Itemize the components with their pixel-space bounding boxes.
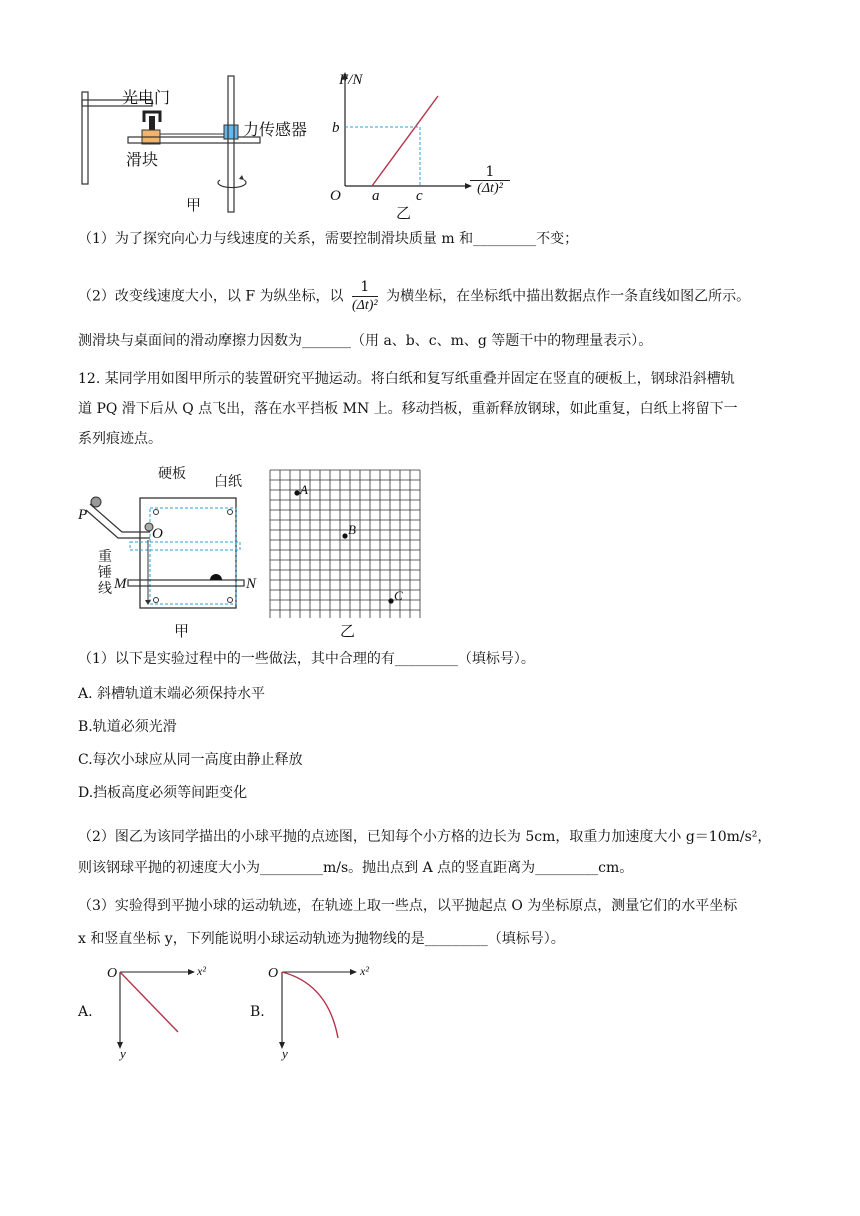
q12-option-D: D.挡板高度必须等间距变化 bbox=[78, 785, 248, 801]
q12-option-C: C.每次小球应从同一高度由静止释放 bbox=[78, 752, 303, 768]
q11-frac-den: (Δt)² bbox=[351, 298, 378, 313]
q11-fraction bbox=[352, 278, 378, 315]
q12-point-C: C bbox=[394, 588, 403, 603]
q12-label-zhong: 重 bbox=[98, 549, 112, 565]
q12-label-xian: 线 bbox=[98, 581, 112, 597]
graph-origin-label: O bbox=[330, 188, 341, 204]
q11-part1: （1）为了探究向心力与线速度的关系，需要控制滑块质量 m 和_________不变； bbox=[78, 231, 579, 247]
q12-stem-line1: 12. 某同学用如图甲所示的装置研究平抛运动。将白纸和复写纸重叠并固定在竖直的硬板上，钢球沿斜槽轨 bbox=[78, 371, 735, 387]
caption-yi: 乙 bbox=[396, 204, 412, 222]
choice-A-origin: O bbox=[107, 966, 118, 981]
q11-part2-lead: （2）改变线速度大小，以 F 为纵坐标，以 bbox=[78, 288, 344, 305]
graph-F-axis-label: F/N bbox=[339, 72, 363, 88]
q12-option-B: B.轨道必须光滑 bbox=[78, 719, 177, 735]
label-photogate: 光电门 bbox=[122, 88, 171, 107]
choice-B-y: y bbox=[282, 1046, 288, 1061]
q12-stem-line3: 系列痕迹点。 bbox=[78, 431, 162, 447]
choice-B-label: B. bbox=[250, 1004, 265, 1020]
q12-point-A: A bbox=[300, 482, 308, 497]
choice-A-label: A. bbox=[78, 1004, 93, 1020]
q11-part3: 测滑块与桌面间的滑动摩擦力因数为_______（用 a、b、c、m、g 等题干中的物理量表示）。 bbox=[78, 333, 653, 349]
figure-jia-apparatus bbox=[78, 72, 328, 222]
q12-point-B: B bbox=[348, 522, 356, 537]
graph-a-label: a bbox=[372, 188, 380, 204]
q12-part2-line1: （2）图乙为该同学描出的小球平抛的点迹图，已知每个小方格的边长为 5cm，取重力加速度大小 g＝10m/s²， bbox=[78, 829, 772, 845]
q12-label-chui: 锤 bbox=[98, 565, 112, 581]
q11-part2-tail: 为横坐标，在坐标纸中描出数据点作一条直线如图乙所示。 bbox=[386, 288, 751, 305]
choice-A-y: y bbox=[120, 1046, 126, 1061]
q12-part1: （1）以下是实验过程中的一些做法，其中合理的有_________（填标号）。 bbox=[78, 651, 535, 667]
q12-label-M: M bbox=[114, 576, 127, 592]
graph-c-label: c bbox=[416, 188, 423, 204]
graph-x-numerator: 1 bbox=[485, 164, 495, 180]
q12-label-whitepaper: 白纸 bbox=[214, 474, 242, 490]
q12-label-hardboard: 硬板 bbox=[158, 466, 186, 482]
label-slider: 滑块 bbox=[126, 150, 159, 169]
q12-option-A: A. 斜槽轨道末端必须保持水平 bbox=[78, 686, 266, 702]
q11-frac-num: 1 bbox=[360, 279, 370, 295]
graph-b-label: b bbox=[332, 120, 340, 136]
caption-jia: 甲 bbox=[186, 196, 202, 214]
q12-label-O: O bbox=[152, 526, 163, 542]
q12-caption-jia: 甲 bbox=[174, 622, 190, 640]
choice-B-x2: x² bbox=[360, 964, 369, 978]
q12-caption-yi: 乙 bbox=[340, 622, 356, 640]
label-force-sensor: 力传感器 bbox=[243, 120, 308, 139]
graph-x-denominator: (Δt)² bbox=[470, 180, 510, 197]
q11-part2-line bbox=[78, 278, 750, 315]
q12-part2-line2: 则该钢球平抛的初速度大小为_________m/s。抛出点到 A 点的竖直距离为_________cm。 bbox=[78, 860, 634, 876]
q12-stem-line2: 道 PQ 滑下后从 Q 点飞出，落在水平挡板 MN 上。移动挡板，重新释放钢球，如此重复，白纸上将留下一 bbox=[78, 401, 738, 417]
figure-q12-yi-grid bbox=[268, 468, 428, 618]
choice-A-x2: x² bbox=[197, 964, 206, 978]
q12-label-P: P bbox=[78, 507, 88, 523]
graph-x-axis-label bbox=[470, 164, 510, 197]
choice-B-origin: O bbox=[268, 966, 279, 981]
q12-part3-line2: x 和竖直坐标 y，下列能说明小球运动轨迹为抛物线的是_________（填标号）。 bbox=[78, 931, 565, 947]
q12-part3-line1: （3）实验得到平抛小球的运动轨迹，在轨迹上取一些点，以平抛起点 O 为坐标原点，测量它们的水平坐标 bbox=[78, 898, 738, 914]
q12-label-N: N bbox=[246, 576, 257, 592]
